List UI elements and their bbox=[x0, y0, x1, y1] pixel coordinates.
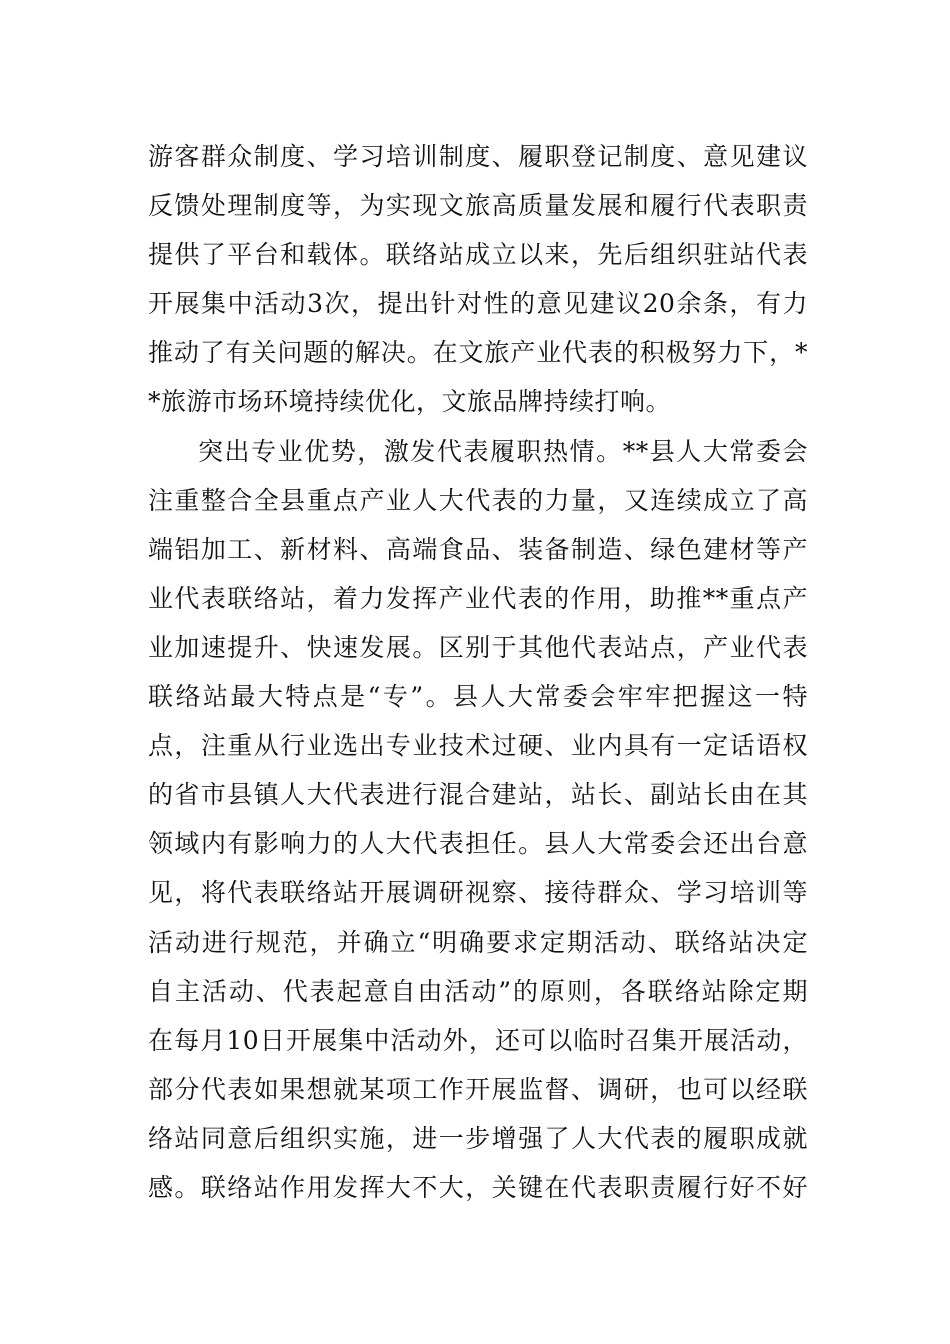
paragraph-line: 的省市县镇人大代表进行混合建站，站长、副站长由在其 bbox=[148, 780, 808, 810]
paragraph-line: 感。联络站作用发挥大不大，关键在代表职责履行好不好 bbox=[148, 1172, 808, 1202]
paragraph-line: 领域内有影响力的人大代表担任。县人大常委会还出台意 bbox=[148, 829, 808, 859]
paragraph-line: 在每月10日开展集中活动外，还可以临时召集开展活动， bbox=[148, 1025, 808, 1055]
paragraph-line: 部分代表如果想就某项工作开展监督、调研，也可以经联 bbox=[148, 1074, 808, 1104]
paragraph-line: 见，将代表联络站开展调研视察、接待群众、学习培训等 bbox=[148, 878, 808, 908]
paragraph-line: 游客群众制度、学习培训制度、履职登记制度、意见建议 bbox=[148, 142, 808, 171]
paragraph-line: 注重整合全县重点产业人大代表的力量，又连续成立了高 bbox=[148, 485, 808, 515]
document-body bbox=[148, 132, 808, 1212]
paragraph-line: *旅游市场环境持续优化，文旅品牌持续打响。 bbox=[148, 387, 672, 417]
paragraph-line: 开展集中活动3次，提出针对性的意见建议20余条，有力 bbox=[148, 289, 808, 319]
paragraph-line: 提供了平台和载体。联络站成立以来，先后组织驻站代表 bbox=[148, 240, 808, 270]
paragraph-line: 活动进行规范，并确立“明确要求定期活动、联络站决定 bbox=[148, 927, 808, 957]
paragraph-line: 推动了有关问题的解决。在文旅产业代表的积极努力下，* bbox=[148, 338, 808, 368]
paragraph-1 bbox=[148, 132, 808, 427]
paragraph-line: 络站同意后组织实施，进一步增强了人大代表的履职成就 bbox=[148, 1123, 808, 1153]
paragraph-line: 点，注重从行业选出专业技术过硬、业内具有一定话语权 bbox=[148, 731, 808, 761]
paragraph-line: 联络站最大特点是“专”。县人大常委会牢牢把握这一特 bbox=[148, 682, 808, 712]
paragraph-line: 业代表联络站，着力发挥产业代表的作用，助推**重点产 bbox=[148, 583, 808, 613]
paragraph-line: 端铝加工、新材料、高端食品、装备制造、绿色建材等产 bbox=[148, 534, 808, 564]
paragraph-line: 突出专业优势，激发代表履职热情。**县人大常委会 bbox=[198, 436, 808, 466]
paragraph-line: 业加速提升、快速发展。区别于其他代表站点，产业代表 bbox=[148, 632, 808, 662]
paragraph-line: 自主活动、代表起意自由活动”的原则，各联络站除定期 bbox=[148, 976, 808, 1006]
paragraph-2 bbox=[148, 427, 808, 1213]
paragraph-line: 反馈处理制度等，为实现文旅高质量发展和履行代表职责 bbox=[148, 191, 808, 221]
